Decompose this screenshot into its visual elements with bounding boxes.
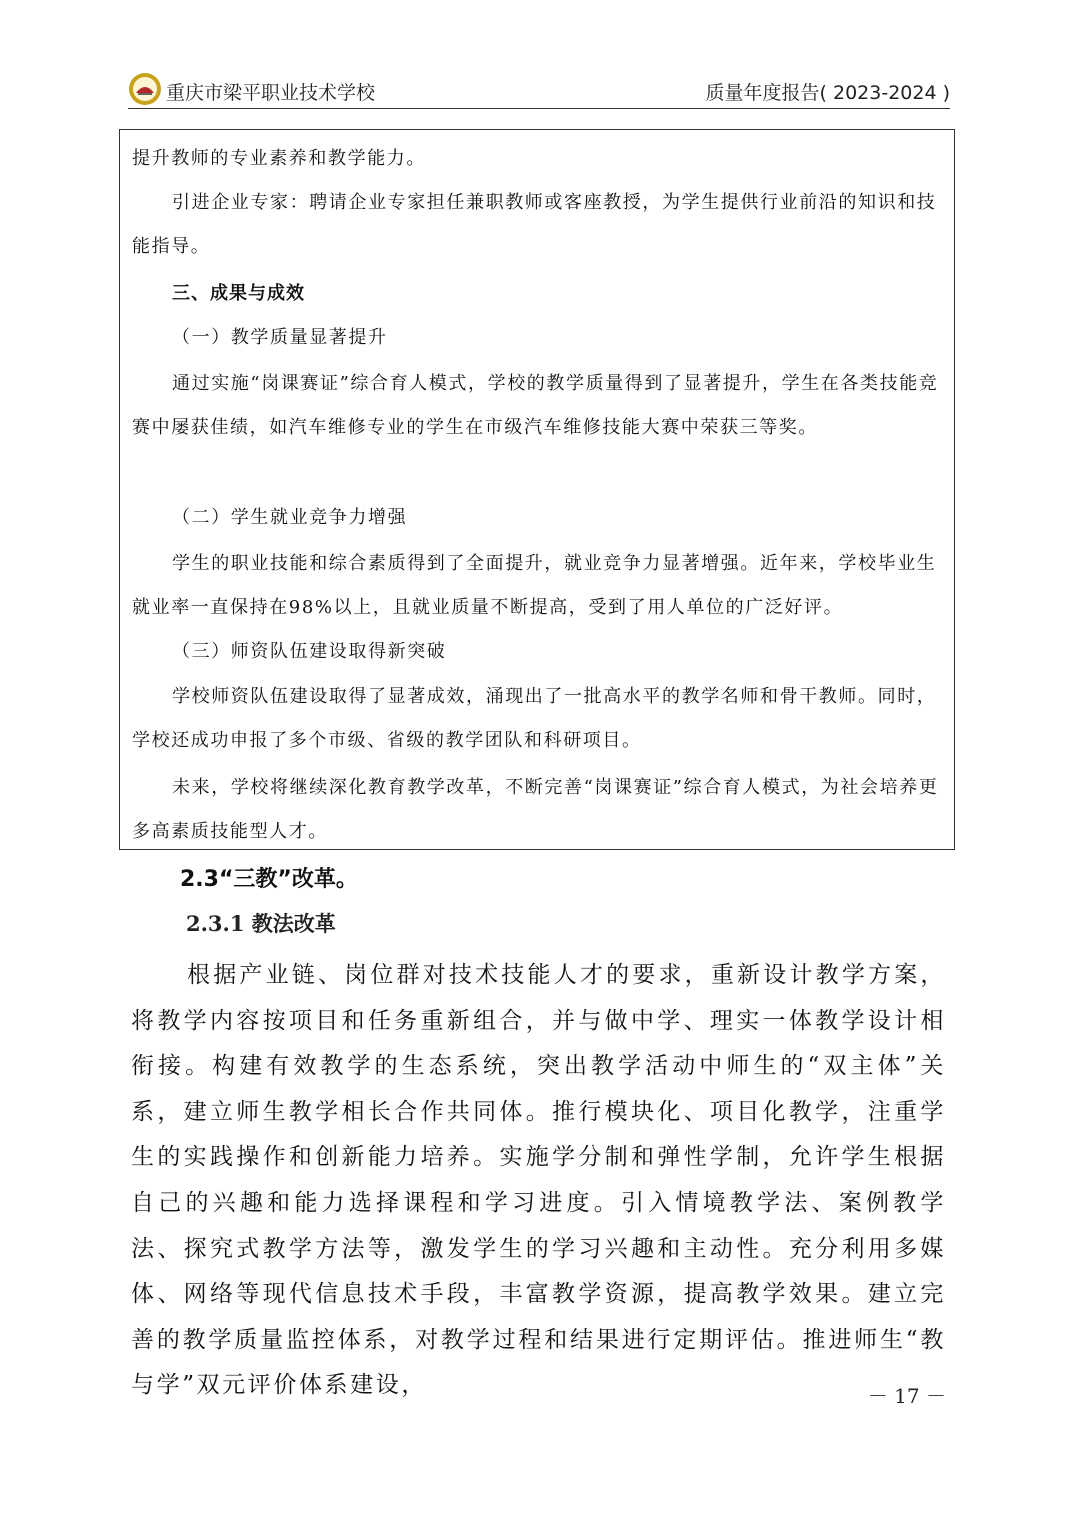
school-logo-icon	[128, 72, 162, 106]
section-heading: 2.3“三教”改革。	[180, 867, 358, 892]
page-header	[128, 72, 950, 108]
box-subheading: （三）师资队伍建设取得新突破	[172, 641, 447, 662]
subsection-heading: 2.3.1 教法改革	[186, 911, 336, 936]
school-name: 重庆市梁平职业技术学校	[166, 82, 376, 104]
box-section-heading: 三、成果与成效	[172, 283, 305, 304]
box-paragraph: 未来，学校将继续深化教育教学改革，不断完善“岗课赛证”综合育人模式，为社会培养更多高素质技能型人才。	[132, 777, 939, 842]
box-subheading: （二）学生就业竞争力增强	[172, 507, 408, 528]
report-title: 质量年度报告( 2023-2024 )	[705, 82, 950, 104]
page-number: － 17 －	[867, 1384, 946, 1408]
case-box	[119, 129, 955, 850]
body-paragraph: 根据产业链、岗位群对技术技能人才的要求，重新设计教学方案，将教学内容按项目和任务重新组合，并与做中学、理实一体教学设计相衔接。构建有效教学的生态系统，突出教学活动中师生的“双主体”关系，建立师生教学相长合作共同体。推行模块化、项目化教学，注重学生的实践操作和创新能力培养。实施学分制和弹性学制，允许学生根据自己的兴趣和能力选择课程和学习进度。引入情境教学法、案例教学法、探究式教学方法等，激发学生的学习兴趣和主动性。充分利用多媒体、网络等现代信息技术手段，丰富教学资源，提高教学效果。建立完善的教学质量监控体系，对教学过程和结果进行定期评估。推进师生“教与学”双元评价体系建设，	[131, 962, 946, 1399]
box-subheading: （一）教学质量显著提升	[172, 327, 388, 348]
box-line: 提升教师的专业素养和教学能力。	[132, 148, 426, 169]
box-paragraph: 通过实施“岗课赛证”综合育人模式，学校的教学质量得到了显著提升，学生在各类技能竞赛中屡获佳绩，如汽车维修专业的学生在市级汽车维修技能大赛中荣获三等奖。	[132, 373, 939, 438]
box-paragraph: 学生的职业技能和综合素质得到了全面提升，就业竞争力显著增强。近年来，学校毕业生就业率一直保持在98%以上，且就业质量不断提高，受到了用人单位的广泛好评。	[132, 553, 937, 618]
box-paragraph: 引进企业专家：聘请企业专家担任兼职教师或客座教授，为学生提供行业前沿的知识和技能指导。	[132, 192, 937, 257]
header-divider	[128, 108, 950, 109]
box-paragraph: 学校师资队伍建设取得了显著成效，涌现出了一批高水平的教学名师和骨干教师。同时，学校还成功申报了多个市级、省级的教学团队和科研项目。	[132, 686, 937, 751]
